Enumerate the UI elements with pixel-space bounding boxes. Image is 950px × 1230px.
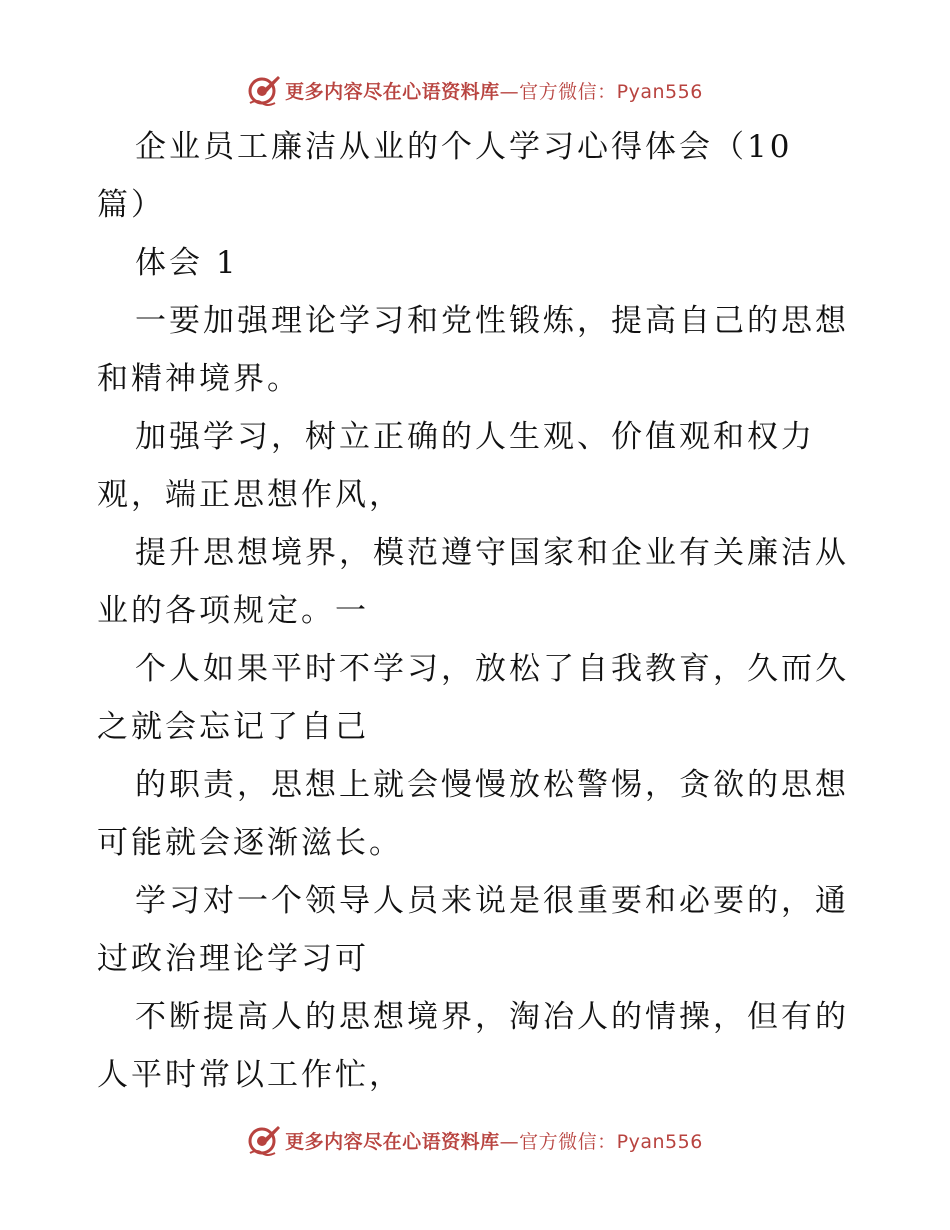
paragraph-line: 和精神境界。: [97, 361, 301, 397]
paragraph-line: 加强学习，树立正确的人生观、价值观和权力: [135, 419, 815, 455]
paragraph-line: 的职责，思想上就会慢慢放松警惕，贪欲的思想: [135, 767, 849, 803]
paragraph-line: 过政治理论学习可: [97, 941, 369, 977]
document-body: [97, 118, 857, 1104]
banner-main-text: 更多内容尽在心语资料库: [285, 1130, 500, 1153]
paragraph-line: 提升思想境界，模范遵守国家和企业有关廉洁从: [135, 535, 849, 571]
paragraph-line: 之就会忘记了自己: [97, 709, 369, 745]
paragraph-line: 人平时常以工作忙，: [97, 1057, 403, 1093]
paragraph-line: 学习对一个领导人员来说是很重要和必要的，通: [135, 883, 849, 919]
pen-logo-icon: [247, 73, 281, 107]
banner-separator: —: [499, 80, 520, 103]
paragraph-line: 业的各项规定。一: [97, 593, 369, 629]
paragraph-line: 观，端正思想作风，: [97, 477, 403, 513]
paragraph-line: 不断提高人的思想境界，淘冶人的情操，但有的: [135, 999, 849, 1035]
banner-sub-text: 官方微信：Pyan556: [519, 1130, 703, 1153]
header-banner: [0, 70, 950, 110]
document-title-line: 企业员工廉洁从业的个人学习心得体会（10: [135, 129, 793, 165]
paragraph-line: 一要加强理论学习和党性锻炼，提高自己的思想: [135, 303, 849, 339]
banner-separator: —: [499, 1130, 520, 1153]
document-title-line: 篇）: [97, 187, 165, 223]
paragraph-line: 个人如果平时不学习，放松了自我教育，久而久: [135, 651, 849, 687]
paragraph-line: 可能就会逐渐滋长。: [97, 825, 403, 861]
banner-main-text: 更多内容尽在心语资料库: [285, 80, 500, 103]
section-heading: 体会 1: [135, 245, 239, 281]
pen-logo-icon: [247, 1123, 281, 1157]
banner-sub-text: 官方微信：Pyan556: [519, 80, 703, 103]
footer-banner: [0, 1120, 950, 1160]
